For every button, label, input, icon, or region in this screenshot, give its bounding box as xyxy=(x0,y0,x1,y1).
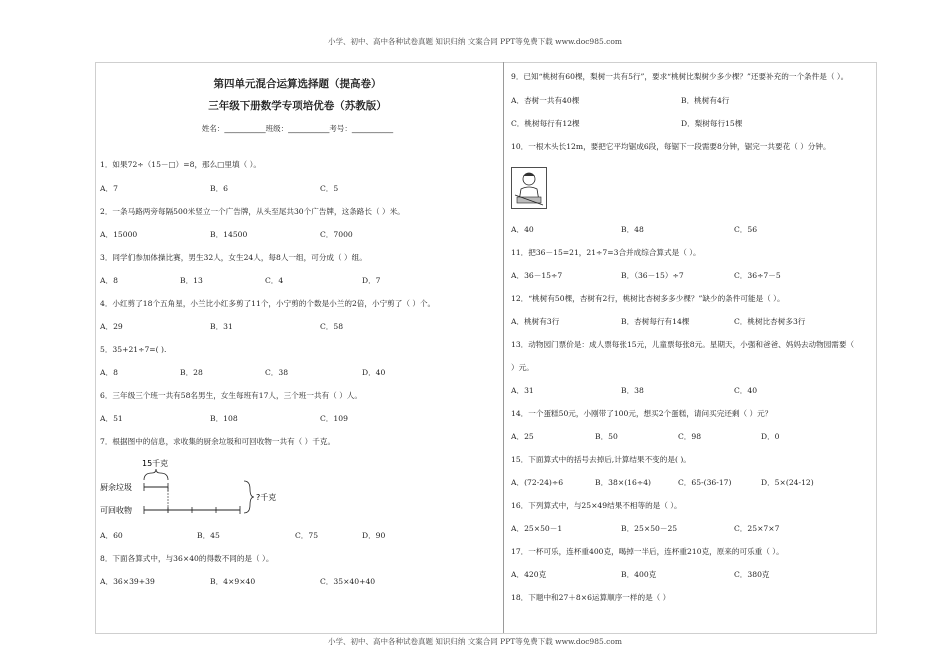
option-a[interactable]: A．15000 xyxy=(100,230,138,239)
question-9: 9．已知“桃树有60棵，梨树一共有5行”，要求“桃树比梨树少多少棵？”还要补充的一个条件是（ ）。 xyxy=(511,72,849,81)
woodcutter-illustration xyxy=(511,167,547,212)
question-18: 18．下题中和27＋8×6运算顺序一样的是（ ） xyxy=(511,593,671,602)
option-b[interactable]: B．31 xyxy=(210,322,233,331)
page-header: 小学、初中、高中各种试卷真题 知识归纳 文案合同 PPT等免费下载 www.doc985.com xyxy=(328,37,622,46)
option-a[interactable]: A．36－15÷7 xyxy=(511,271,563,280)
option-c[interactable]: C．40 xyxy=(734,386,758,395)
option-c[interactable]: C．65-(36-17) xyxy=(678,478,732,487)
option-c[interactable]: C．56 xyxy=(734,225,758,234)
question-8: 8．下面各算式中，与36×40的得数不同的是（ ）。 xyxy=(100,554,274,563)
option-c[interactable]: C．75 xyxy=(295,531,319,540)
question-2: 2．一条马路两旁每隔500米竖立一个广告牌，从头至尾共30个广告牌，这条路长（ ）米。 xyxy=(100,207,405,216)
question-17: 17．一杯可乐，连杯重400克，喝掉一半后，连杯重210克，原来的可乐重（ ）。 xyxy=(511,547,784,556)
option-d[interactable]: D．0 xyxy=(761,432,780,441)
option-a[interactable]: A．8 xyxy=(100,368,118,377)
diagram-row2-label: 可回收物 xyxy=(100,506,132,515)
option-a[interactable]: A．40 xyxy=(511,225,534,234)
option-a[interactable]: A．(72-24)÷6 xyxy=(511,478,564,487)
option-a[interactable]: A．7 xyxy=(100,184,118,193)
question-10: 10．一根木头长12m，要把它平均锯成6段，每锯下一段需要8分钟，锯完一共要花（ ）分钟。 xyxy=(511,142,831,151)
top-brace xyxy=(144,469,168,480)
question-6: 6．三年级三个班一共有58名男生，女生每班有17人，三个班一共有（ ）人。 xyxy=(100,391,362,400)
option-c[interactable]: C．4 xyxy=(265,276,284,285)
option-b[interactable]: B．25×50－25 xyxy=(621,524,678,533)
student-info-line: 姓名：___________班级：___________考号：___________ xyxy=(201,124,394,133)
option-b[interactable]: B．50 xyxy=(595,432,618,441)
option-c[interactable]: C．7000 xyxy=(320,230,353,239)
question-13: 13．动物园门票价是：成人票每张15元，儿童票每张8元。星期天，小强和爸爸、妈妈去动物园需要（ xyxy=(511,340,855,349)
option-c[interactable]: C．25×7×7 xyxy=(734,524,780,533)
option-b[interactable]: B．14500 xyxy=(210,230,248,239)
diagram-svg xyxy=(100,457,300,519)
option-a[interactable]: A．杏树一共有40棵 xyxy=(511,96,580,105)
question-16: 16．下列算式中，与25×49结果不相等的是（ ）。 xyxy=(511,501,682,510)
option-a[interactable]: A．25×50－1 xyxy=(511,524,563,533)
option-c[interactable]: C．桃树比杏树多3行 xyxy=(734,317,806,326)
title-main: 第四单元混合运算选择题（提高卷） xyxy=(213,78,382,90)
option-c[interactable]: C．98 xyxy=(678,432,702,441)
option-a[interactable]: A．8 xyxy=(100,276,118,285)
option-b[interactable]: B．（36－15）÷7 xyxy=(621,271,684,280)
line-segment-diagram xyxy=(100,457,300,519)
option-d[interactable]: D．5×(24-12) xyxy=(761,478,814,487)
option-b[interactable]: B．4×9×40 xyxy=(210,577,256,586)
option-a[interactable]: A．桃树有3行 xyxy=(511,317,560,326)
diagram-row1-label: 厨余垃圾 xyxy=(100,483,132,492)
option-a[interactable]: A．420克 xyxy=(511,570,547,579)
option-b[interactable]: B．28 xyxy=(180,368,203,377)
option-c[interactable]: C．5 xyxy=(320,184,339,193)
option-c[interactable]: C．38 xyxy=(265,368,289,377)
question-15: 15．下面算式中的括号去掉后,计算结果不变的是( )。 xyxy=(511,455,691,464)
option-d[interactable]: D．梨树每行15棵 xyxy=(681,119,743,128)
option-b[interactable]: B．13 xyxy=(180,276,203,285)
option-b[interactable]: B．400克 xyxy=(621,570,657,579)
option-c[interactable]: C．58 xyxy=(320,322,344,331)
option-c[interactable]: C．380克 xyxy=(734,570,770,579)
option-b[interactable]: B．45 xyxy=(197,531,220,540)
question-3: 3．同学们参加体操比赛，男生32人，女生24人，每8人一组，可分成（ ）组。 xyxy=(100,253,367,262)
option-a[interactable]: A．29 xyxy=(100,322,123,331)
option-b[interactable]: B．杏树每行有14棵 xyxy=(621,317,690,326)
option-c[interactable]: C．35×40+40 xyxy=(320,577,376,586)
title-sub: 三年级下册数学专项培优卷（苏教版） xyxy=(208,100,387,112)
option-b[interactable]: B．6 xyxy=(210,184,229,193)
question-11: 11．把36－15=21，21÷7=3合并成综合算式是（ ）。 xyxy=(511,248,701,257)
question-13-cont: ）元。 xyxy=(511,363,534,372)
diagram-top-label: 15千克 xyxy=(142,459,169,468)
option-c[interactable]: C．桃树每行有12棵 xyxy=(511,119,580,128)
question-1: 1．如果72÷（15－□）=8，那么□里填（ ）。 xyxy=(100,160,261,169)
question-12: 12．“桃树有50棵，杏树有2行，桃树比杏树多多少棵？”缺少的条件可能是（ ）。 xyxy=(511,294,785,303)
option-a[interactable]: A．31 xyxy=(511,386,534,395)
question-5: 5．35+21÷7=( ). xyxy=(100,345,167,354)
option-d[interactable]: D．7 xyxy=(362,276,381,285)
option-a[interactable]: A．36×39+39 xyxy=(100,577,155,586)
option-b[interactable]: B．108 xyxy=(210,414,238,423)
option-c[interactable]: C．36÷7－5 xyxy=(734,271,781,280)
option-d[interactable]: D．40 xyxy=(362,368,386,377)
diagram-right-label: ?千克 xyxy=(256,493,277,502)
option-b[interactable]: B．38×(16÷4) xyxy=(595,478,651,487)
woodcutter-picture-icon xyxy=(511,167,547,209)
option-a[interactable]: A．51 xyxy=(100,414,123,423)
question-14: 14．一个蛋糕50元，小刚带了100元，想买2个蛋糕，请问买完还剩（ ）元？ xyxy=(511,409,773,418)
right-brace xyxy=(244,481,254,513)
option-b[interactable]: B．桃树有4行 xyxy=(681,96,730,105)
page-footer: 小学、初中、高中各种试卷真题 知识归纳 文案合同 PPT等免费下载 www.doc985.com xyxy=(328,637,622,646)
column-divider xyxy=(503,62,504,633)
option-d[interactable]: D．90 xyxy=(362,531,386,540)
option-b[interactable]: B．48 xyxy=(621,225,644,234)
question-7: 7．根据图中的信息，求收集的厨余垃圾和可回收物一共有（ ）千克。 xyxy=(100,437,336,446)
question-4: 4．小红剪了18个五角星，小兰比小红多剪了11个，小宁剪的个数是小兰的2倍，小宁剪了（ ）个。 xyxy=(100,299,436,308)
option-a[interactable]: A．60 xyxy=(100,531,123,540)
option-a[interactable]: A．25 xyxy=(511,432,534,441)
option-c[interactable]: C．109 xyxy=(320,414,348,423)
option-b[interactable]: B．38 xyxy=(621,386,644,395)
